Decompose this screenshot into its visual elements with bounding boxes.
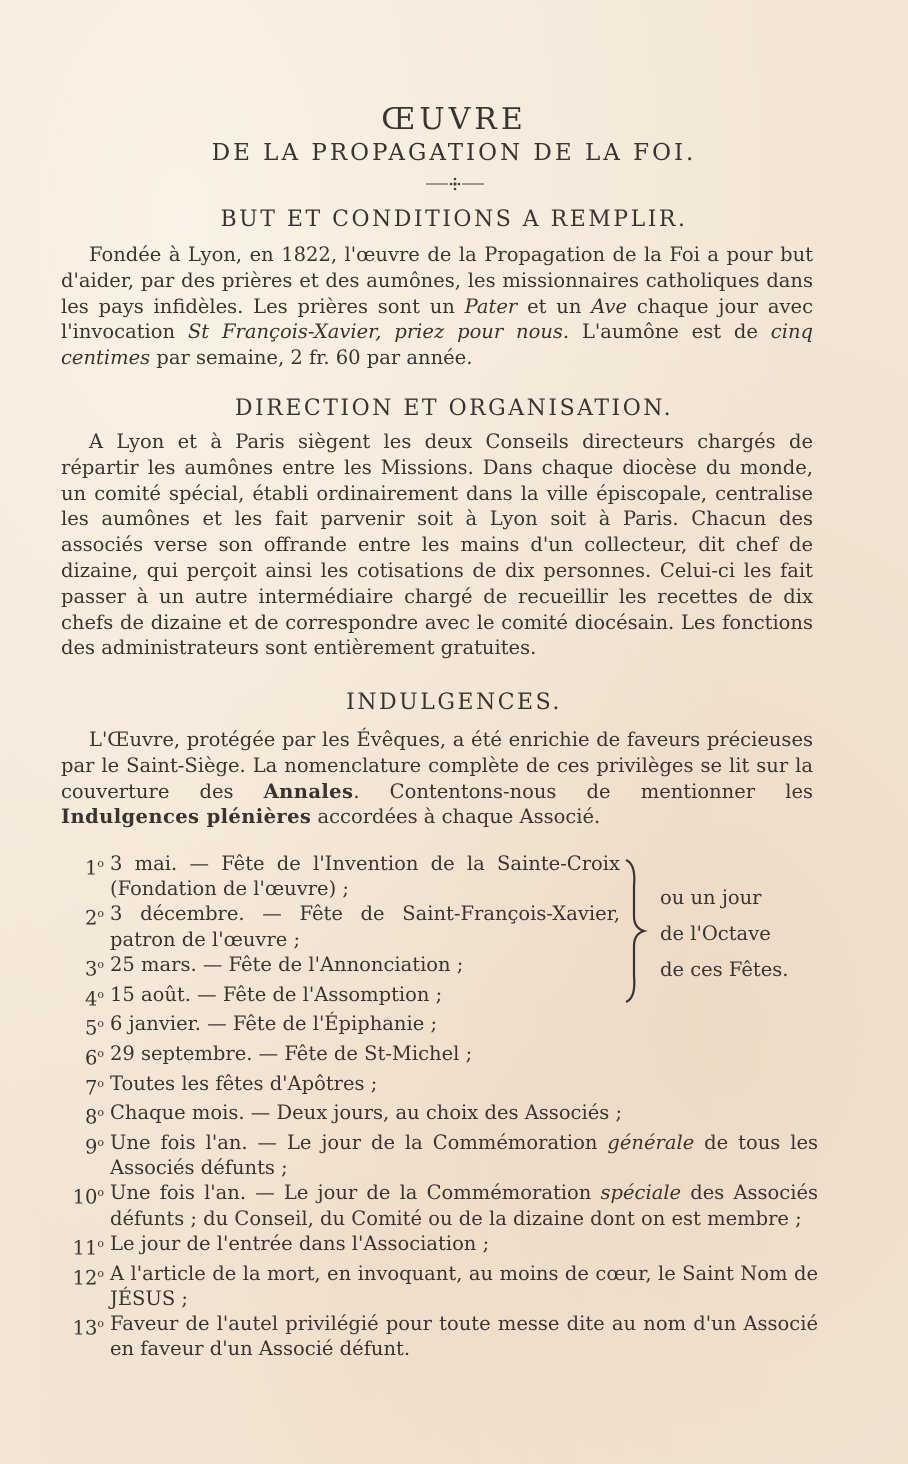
document-title: ŒUVRE (381, 102, 527, 137)
list-text: Faveur de l'autel privilégié pour toute messe dite au nom d'un Associé en faveur d'un Associé défunt. (110, 1311, 818, 1361)
list-item (58, 1041, 818, 1071)
list-number: 2$^o$ (84, 906, 104, 930)
list-text: 3 décembre. — Fête de Saint-François-Xavier, patron de l'œuvre ; (110, 902, 620, 951)
list-text: Le jour de l'entrée dans l'Association ; (110, 1231, 490, 1255)
list-text: 29 septembre. — Fête de St-Michel ; (110, 1041, 473, 1065)
list-item (58, 1130, 818, 1180)
heading-but: BUT ET CONDITIONS A REMPLIR. (220, 207, 688, 232)
list-text: Une fois l'an. — Le jour de la Commémoration spéciale des Associés défunts ; du Conseil, du Comité ou de la dizaine dont on est membre ; (110, 1181, 818, 1230)
list-item (58, 1261, 818, 1311)
list-number: 5$^o$ (84, 1016, 104, 1040)
list-number: 11$^o$ (72, 1236, 104, 1260)
list-number: 1$^o$ (84, 856, 104, 880)
list-item (58, 1311, 818, 1361)
list-item (58, 1100, 818, 1130)
list-item (58, 1011, 818, 1041)
list-text: 6 janvier. — Fête de l'Épiphanie ; (110, 1012, 438, 1036)
list-number: 7$^o$ (84, 1076, 104, 1100)
list-text: Chaque mois. — Deux jours, au choix des Associés ; (110, 1101, 623, 1125)
list-number: 9$^o$ (84, 1135, 104, 1159)
octave-note: ou un jour de l'Octave de ces Fêtes. (660, 886, 789, 981)
list-text: 3 mai. — Fête de l'Invention de la Sainte-Croix (Fondation de l'œuvre) ; (110, 852, 620, 901)
list-item (58, 1231, 818, 1261)
document-subtitle: DE LA PROPAGATION DE LA FOI. (211, 140, 697, 166)
list-text: 25 mars. — Fête de l'Annonciation ; (110, 952, 464, 976)
heading-direction: DIRECTION ET ORGANISATION. (234, 396, 674, 421)
list-number: 10$^o$ (72, 1185, 104, 1209)
paragraph-direction: A Lyon et à Paris siègent les deux Conseils directeurs chargés de répartir les aumônes entre les Missions. Dans chaque diocèse du monde, un comité spécial, établi ordinairement dans la ville épiscopale, centralise les aumônes et les fait parvenir soit à Lyon soit à Paris. Chacun des associés verse son offrande entre les mains d'un collecteur, dit chef de dizaine, qui perçoit ainsi les cotisations de dix personnes. Celui-ci les fait passer à un autre intermédiaire chargé de recueillir les recettes de dix chefs de dizaine et de correspondre avec le comité diocésain. Les fonctions des administrateurs sont entièrement gratuites. (61, 430, 813, 660)
list-number: 13$^o$ (72, 1316, 104, 1340)
list-text: 15 août. — Fête de l'Assomption ; (110, 982, 443, 1006)
ornament-divider-icon (424, 176, 486, 192)
paragraph-but: Fondée à Lyon, en 1822, l'œuvre de la Propagation de la Foi a pour but d'aider, par des prières et des aumônes, les missionnaires catholiques dans les pays infidèles. Les prières sont un Pater et un Ave chaque jour avec l'invocation St François-Xavier, priez pour nous. L'aumône est de cinq centimes par semaine, 2 fr. 60 par année. (61, 243, 813, 370)
list-text: A l'article de la mort, en invoquant, au moins de cœur, le Saint Nom de JÉSUS ; (110, 1261, 818, 1310)
list-item (58, 1071, 818, 1101)
list-item (58, 1180, 818, 1230)
list-text: Toutes les fêtes d'Apôtres ; (110, 1071, 378, 1095)
list-number: 4$^o$ (84, 987, 104, 1011)
list-number: 12$^o$ (72, 1266, 104, 1290)
list-number: 3$^o$ (84, 957, 104, 981)
brace-icon (622, 856, 652, 1006)
heading-indulgences: INDULGENCES. (346, 690, 562, 715)
list-number: 6$^o$ (84, 1046, 104, 1070)
paragraph-indulgences: L'Œuvre, protégée par les Évêques, a été enrichie de faveurs précieuses par le Saint-Siège. La nomenclature complète de ces privilèges se lit sur la couverture des Annales. Contentons-nous de mentionner les Indulgences plénières accordées à chaque Associé. (61, 728, 813, 829)
list-text: Une fois l'an. — Le jour de la Commémoration générale de tous les Associés défunts ; (110, 1131, 818, 1180)
list-number: 8$^o$ (84, 1105, 104, 1129)
